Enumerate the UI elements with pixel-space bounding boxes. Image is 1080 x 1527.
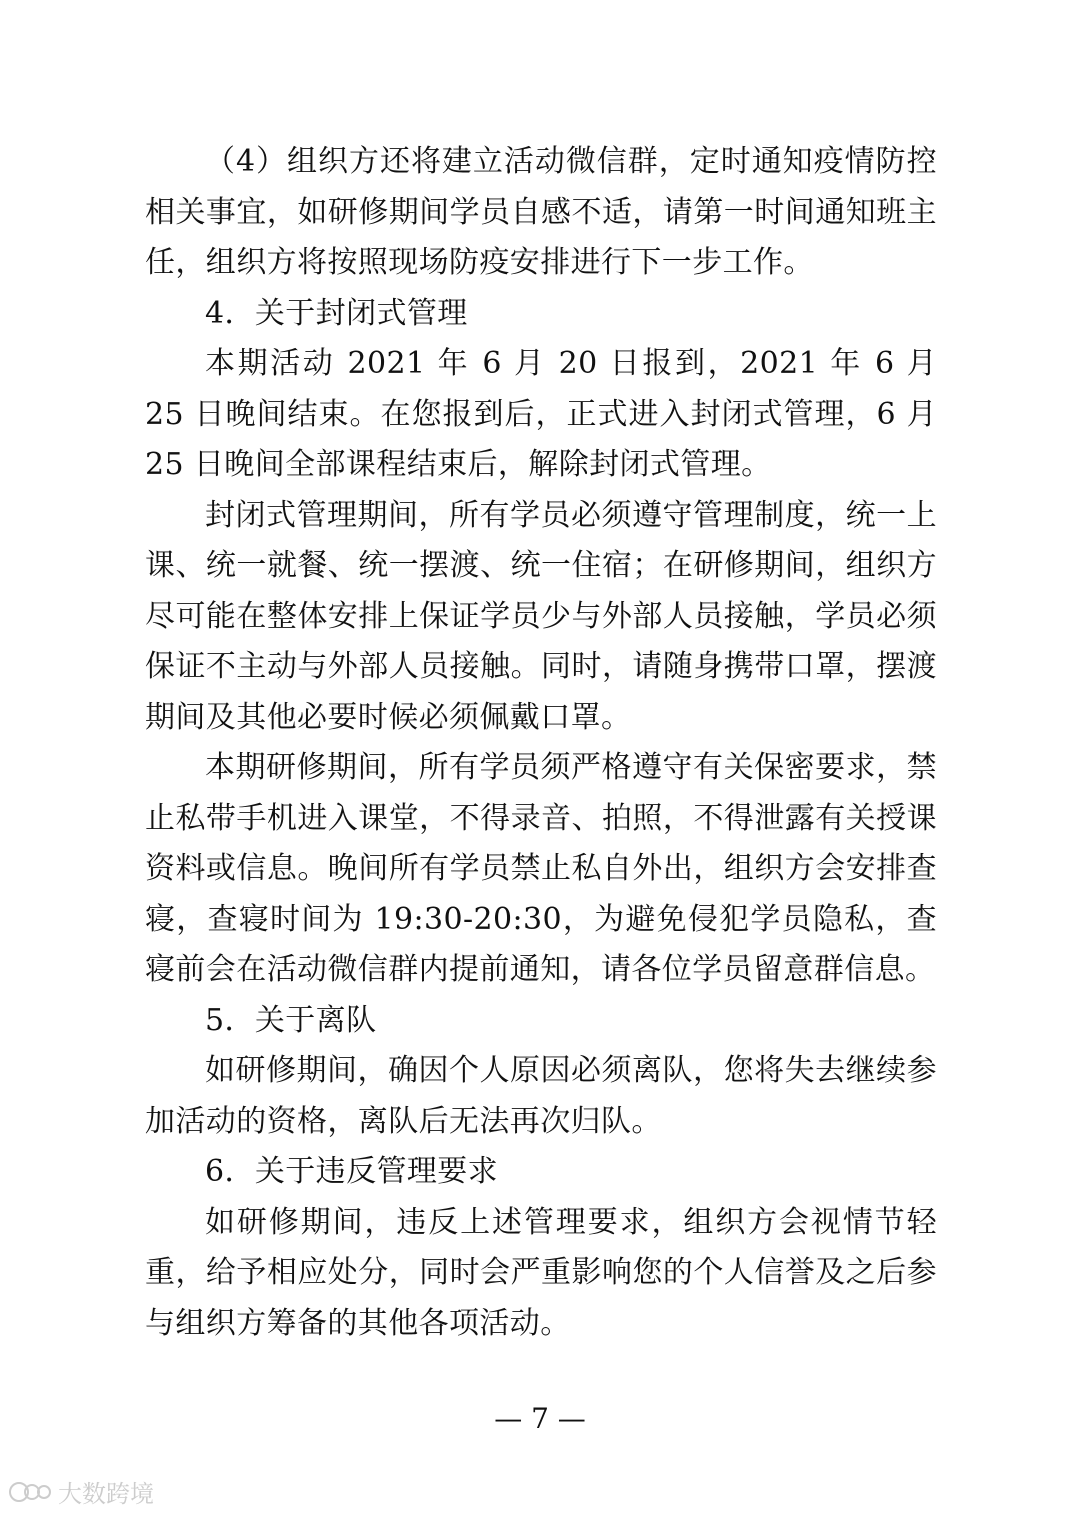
section-heading: 5．关于离队 [205,1002,377,1038]
paragraph: 如研修期间，确因个人原因必须离队，您将失去继续参加活动的资格，离队后无法再次归队。 [145,1053,937,1139]
paragraph: 本期活动 2021 年 6 月 20 日报到，2021 年 6 月 25 日晚间结束。在您报到后，正式进入封闭式管理，6 月 25 日晚间全部课程结束后，解除封闭式管理。 [145,346,937,482]
watermark-text: 大数跨境 [58,1480,154,1508]
paragraph: 如研修期间，违反上述管理要求，组织方会视情节轻重，给予相应处分，同时会严重影响您的个人信誉及之后参与组织方筹备的其他各项活动。 [145,1204,937,1341]
section-heading: 6．关于违反管理要求 [205,1154,499,1189]
paragraph: （4）组织方还将建立活动微信群，定时通知疫情防控相关事宜，如研修期间学员自感不适，请第一时间通知班主任，组织方将按照现场防疫安排进行下一步工作。 [145,144,937,280]
section-heading: 4．关于封闭式管理 [205,295,468,331]
page-number: — 7 — [494,1402,586,1435]
paragraph: 本期研修期间，所有学员须严格遵守有关保密要求，禁止私带手机进入课堂，不得录音、拍照，不得泄露有关授课资料或信息。晚间所有学员禁止私自外出，组织方会安排查寝，查寝时间为 19:30-20:30，为避免侵犯学员隐私，查寝前会在活动微信群内提前通知，请各位学员留意群信息。 [145,750,937,987]
document-body [145,137,937,1349]
watermark-logo-icon [8,1479,52,1505]
paragraph: 封闭式管理期间，所有学员必须遵守管理制度，统一上课、统一就餐、统一摆渡、统一住宿；在研修期间，组织方尽可能在整体安排上保证学员少与外部人员接触，学员必须保证不主动与外部人员接触。同时，请随身携带口罩，摆渡期间及其他必要时候必须佩戴口罩。 [145,497,937,735]
watermark [8,1474,154,1509]
